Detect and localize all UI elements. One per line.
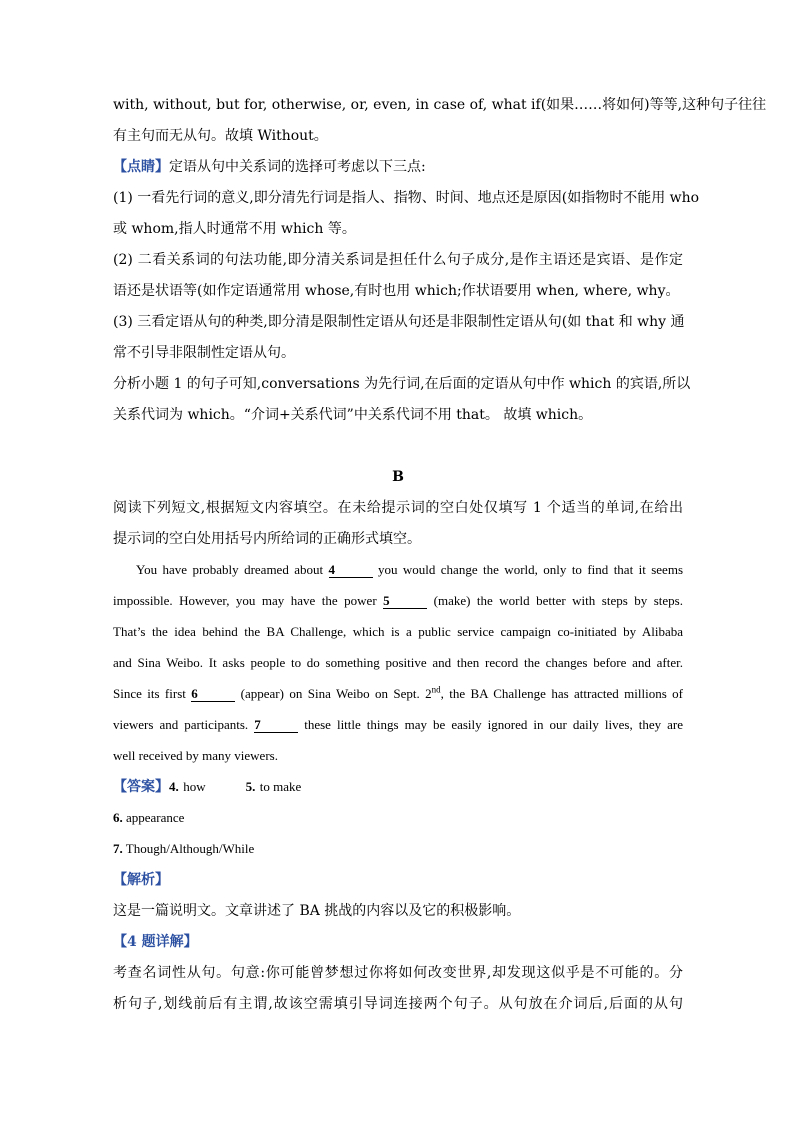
- answer-number-4: 4.: [169, 779, 179, 794]
- passage-text: these little things may be easily ignored in our daily lives, they are: [304, 717, 684, 732]
- answer-label: 【答案】: [113, 779, 169, 795]
- analysis-heading: [113, 871, 683, 902]
- answer-value-5: to make: [259, 779, 302, 794]
- passage-line-3: That’s the idea behind the BA Challenge, which is a public service campaign co-initiated by Alibaba: [113, 624, 683, 639]
- tip-point-2b: 语还是状语等(如作定语通常用 whose,有时也用 which;作状语要用 when, where, why。: [113, 283, 680, 299]
- tip-point-3b: 常不引导非限制性定语从句。: [113, 345, 295, 361]
- tip-point-3a: (3) 三看定语从句的种类,即分清是限制性定语从句还是非限制性定语从句(如 that 和 why 通: [113, 314, 685, 330]
- document-page: [113, 96, 767, 1026]
- passage-text: viewers and participants.: [113, 717, 249, 732]
- answer-number-7: 7.: [113, 841, 123, 856]
- passage-line-4: and Sina Weibo. It asks people to do something positive and then record the changes before and after.: [113, 655, 683, 670]
- passage-line-2: [113, 592, 683, 623]
- tip-point-1a: (1) 一看先行词的意义,即分清先行词是指人、指物、时间、地点还是原因(如指物时不能用 who: [113, 190, 700, 206]
- passage-text: You have probably dreamed about: [136, 562, 324, 577]
- passage-line-6: [113, 716, 683, 747]
- answer-value-6: appearance: [126, 810, 185, 825]
- answer-line-3: [113, 840, 683, 871]
- tip-analysis-2: 关系代词为 which。“介词+关系代词”中关系代词不用 that。 故填 which。: [113, 407, 593, 423]
- detail-line-1: 考查名词性从句。句意:你可能曾梦想过你将如何改变世界,却发现这似乎是不可能的。分: [113, 965, 683, 981]
- prev-explanation-line-2: 有主句而无从句。故填 Without。: [113, 128, 328, 144]
- ordinal-suffix: nd: [431, 684, 441, 695]
- answer-line-1: [113, 778, 683, 809]
- answer-value-7: Though/Although/While: [125, 841, 255, 856]
- passage-line-1: [113, 561, 683, 592]
- analysis-text: 这是一篇说明文。文章讲述了 BA 挑战的内容以及它的积极影响。: [113, 903, 521, 919]
- detail-heading: 【4 题详解】: [113, 934, 198, 950]
- blank-6: 6: [191, 687, 235, 702]
- detail-line-2: 析句子,划线前后有主谓,故该空需填引导词连接两个句子。从句放在介词后,后面的从句: [113, 996, 683, 1012]
- answer-line-2: [113, 809, 683, 840]
- blank-5: 5: [383, 594, 427, 609]
- instruction-line-1: 阅读下列短文,根据短文内容填空。在未给提示词的空白处仅填写 1 个适当的单词,在给出: [113, 500, 683, 516]
- analysis-label: 【解析】: [113, 872, 169, 888]
- answer-number-5: 5.: [245, 779, 256, 794]
- tip-label: 【点睛】: [113, 159, 169, 175]
- passage-text: (make) the world better with steps by steps.: [433, 593, 683, 608]
- passage-text: Since its first: [113, 686, 186, 701]
- passage-text: (appear) on Sina Weibo on Sept. 2: [240, 686, 432, 701]
- passage-text: you would change the world, only to find that it seems: [377, 562, 684, 577]
- blank-7: 7: [254, 718, 298, 733]
- section-letter: B: [392, 469, 404, 485]
- tip-text: 定语从句中关系词的选择可考虑以下三点:: [169, 159, 426, 175]
- tip-heading: [113, 158, 683, 189]
- answer-number-6: 6.: [113, 810, 123, 825]
- blank-4: 4: [329, 563, 373, 578]
- instruction-line-2: 提示词的空白处用括号内所给词的正确形式填空。: [113, 531, 421, 547]
- passage-text: impossible. However, you may have the power: [113, 593, 377, 608]
- tip-point-2a: (2) 二看关系词的句法功能,即分清关系词是担任什么句子成分,是作主语还是宾语、是作定: [113, 252, 683, 268]
- prev-explanation-line-1: with, without, but for, otherwise, or, even, in case of, what if(如果……将如何)等等,这种句子往往: [113, 97, 767, 113]
- passage-line-7: well received by many viewers.: [113, 748, 278, 763]
- passage-text: , the BA Challenge has attracted millions of: [440, 686, 683, 701]
- tip-analysis-1: 分析小题 1 的句子可知,conversations 为先行词,在后面的定语从句中作 which 的宾语,所以: [113, 376, 691, 392]
- passage-line-5: [113, 685, 683, 716]
- tip-point-1b: 或 whom,指人时通常不用 which 等。: [113, 221, 356, 237]
- answer-value-4: how: [183, 779, 206, 794]
